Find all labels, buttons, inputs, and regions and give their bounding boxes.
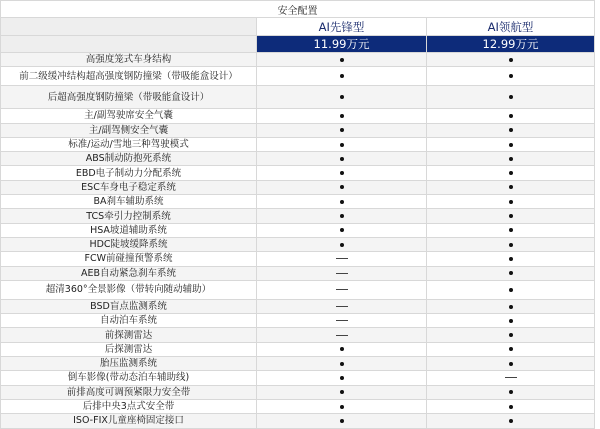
- table-row: [1, 180, 595, 194]
- feature-name: TCS牵引力控制系统: [1, 209, 257, 223]
- feature-name: EBD电子制动力分配系统: [1, 166, 257, 180]
- trim-1-availability: [257, 299, 427, 313]
- trim-1-availability: [257, 123, 427, 137]
- table-row: [1, 266, 595, 280]
- feature-name: ESC车身电子稳定系统: [1, 180, 257, 194]
- trim-2-availability: [427, 180, 595, 194]
- not-available-dash-icon: [336, 320, 348, 321]
- table-row: [1, 357, 595, 371]
- trim-2-availability: [427, 357, 595, 371]
- standard-dot-icon: [509, 305, 513, 309]
- standard-dot-icon: [340, 376, 344, 380]
- standard-dot-icon: [340, 243, 344, 247]
- standard-dot-icon: [509, 143, 513, 147]
- trim-2-availability: [427, 414, 595, 428]
- standard-dot-icon: [509, 419, 513, 423]
- trim-1-availability: [257, 252, 427, 266]
- standard-dot-icon: [509, 58, 513, 62]
- trim-1-availability: [257, 109, 427, 123]
- standard-dot-icon: [509, 200, 513, 204]
- trim-2-availability: [427, 109, 595, 123]
- trim-2-availability: [427, 399, 595, 413]
- standard-dot-icon: [509, 74, 513, 78]
- not-available-dash-icon: [336, 335, 348, 336]
- table-row: [1, 67, 595, 86]
- standard-dot-icon: [509, 128, 513, 132]
- standard-dot-icon: [509, 214, 513, 218]
- feature-name: 超清360°全景影像（带转向随动辅助）: [1, 280, 257, 299]
- trim-price-1: 11.99万元: [257, 36, 427, 53]
- not-available-dash-icon: [505, 377, 517, 378]
- feature-name: HDC陡坡缓降系统: [1, 237, 257, 251]
- standard-dot-icon: [340, 171, 344, 175]
- feature-name: 标准/运动/雪地三种驾驶模式: [1, 137, 257, 151]
- feature-name: HSA坡道辅助系统: [1, 223, 257, 237]
- standard-dot-icon: [509, 185, 513, 189]
- standard-dot-icon: [340, 347, 344, 351]
- standard-dot-icon: [340, 185, 344, 189]
- standard-dot-icon: [509, 228, 513, 232]
- feature-name: 前探测雷达: [1, 328, 257, 342]
- table-row: [1, 328, 595, 342]
- standard-dot-icon: [509, 271, 513, 275]
- feature-name: ISO-FIX儿童座椅固定接口: [1, 414, 257, 428]
- trim-2-availability: [427, 209, 595, 223]
- standard-dot-icon: [340, 214, 344, 218]
- table-row: [1, 342, 595, 356]
- table-row: [1, 109, 595, 123]
- standard-dot-icon: [509, 405, 513, 409]
- feature-name: 胎压监测系统: [1, 357, 257, 371]
- trim-2-availability: [427, 328, 595, 342]
- trim-2-availability: [427, 252, 595, 266]
- table-row: [1, 137, 595, 151]
- trim-name-1: AI先锋型: [257, 18, 427, 36]
- trim-1-availability: [257, 180, 427, 194]
- trim-1-availability: [257, 195, 427, 209]
- table-row: [1, 223, 595, 237]
- feature-name: ABS制动防抱死系统: [1, 152, 257, 166]
- trim-2-availability: [427, 266, 595, 280]
- trim-1-availability: [257, 266, 427, 280]
- trim-1-availability: [257, 53, 427, 67]
- not-available-dash-icon: [336, 258, 348, 259]
- trim-2-availability: [427, 280, 595, 299]
- standard-dot-icon: [509, 95, 513, 99]
- standard-dot-icon: [340, 95, 344, 99]
- trim-2-availability: [427, 342, 595, 356]
- trim-1-availability: [257, 280, 427, 299]
- trim-2-availability: [427, 314, 595, 328]
- trim-2-availability: [427, 166, 595, 180]
- not-available-dash-icon: [336, 273, 348, 274]
- table-row: [1, 195, 595, 209]
- feature-name: 倒车影像(带动态泊车辅助线): [1, 371, 257, 385]
- table-row: [1, 371, 595, 385]
- feature-name: 后排中央3点式安全带: [1, 399, 257, 413]
- trim-2-availability: [427, 53, 595, 67]
- feature-name: FCW前碰撞预警系统: [1, 252, 257, 266]
- trim-2-availability: [427, 123, 595, 137]
- table-row: [1, 299, 595, 313]
- feature-name: 高强度笼式车身结构: [1, 53, 257, 67]
- feature-name: BSD盲点监测系统: [1, 299, 257, 313]
- table-row: [1, 86, 595, 109]
- trim-2-availability: [427, 299, 595, 313]
- trim-2-availability: [427, 137, 595, 151]
- standard-dot-icon: [340, 74, 344, 78]
- standard-dot-icon: [340, 362, 344, 366]
- title-row: [1, 1, 595, 18]
- standard-dot-icon: [340, 157, 344, 161]
- standard-dot-icon: [340, 114, 344, 118]
- table-row: [1, 166, 595, 180]
- price-row: [1, 36, 595, 53]
- standard-dot-icon: [509, 333, 513, 337]
- table-title: 安全配置: [1, 1, 595, 18]
- trim-1-availability: [257, 357, 427, 371]
- trim-2-availability: [427, 223, 595, 237]
- standard-dot-icon: [340, 228, 344, 232]
- header-blank-cell: [1, 18, 257, 36]
- trim-1-availability: [257, 152, 427, 166]
- table-row: [1, 414, 595, 428]
- standard-dot-icon: [509, 243, 513, 247]
- trim-2-availability: [427, 67, 595, 86]
- feature-name: BA刹车辅助系统: [1, 195, 257, 209]
- feature-name: 前二级缓冲结构超高强度钢防撞梁（带吸能盒设计）: [1, 67, 257, 86]
- table-row: [1, 385, 595, 399]
- trim-1-availability: [257, 399, 427, 413]
- trim-1-availability: [257, 371, 427, 385]
- standard-dot-icon: [509, 257, 513, 261]
- price-blank-cell: [1, 36, 257, 53]
- standard-dot-icon: [509, 347, 513, 351]
- feature-name: 前排高度可调预紧限力安全带: [1, 385, 257, 399]
- standard-dot-icon: [340, 58, 344, 62]
- trim-1-availability: [257, 414, 427, 428]
- standard-dot-icon: [509, 157, 513, 161]
- feature-name: 主/副驾侧安全气囊: [1, 123, 257, 137]
- table-row: [1, 252, 595, 266]
- table-row: [1, 237, 595, 251]
- feature-name: AEB自动紧急刹车系统: [1, 266, 257, 280]
- table-row: [1, 152, 595, 166]
- feature-name: 后探测雷达: [1, 342, 257, 356]
- table-row: [1, 399, 595, 413]
- trim-1-availability: [257, 67, 427, 86]
- trim-1-availability: [257, 342, 427, 356]
- trim-1-availability: [257, 166, 427, 180]
- trim-2-availability: [427, 237, 595, 251]
- trim-2-availability: [427, 195, 595, 209]
- table-row: [1, 123, 595, 137]
- trim-1-availability: [257, 209, 427, 223]
- trim-1-availability: [257, 328, 427, 342]
- standard-dot-icon: [340, 143, 344, 147]
- standard-dot-icon: [509, 390, 513, 394]
- standard-dot-icon: [509, 114, 513, 118]
- trim-2-availability: [427, 385, 595, 399]
- trim-1-availability: [257, 385, 427, 399]
- trim-1-availability: [257, 237, 427, 251]
- standard-dot-icon: [340, 128, 344, 132]
- trim-2-availability: [427, 86, 595, 109]
- trim-1-availability: [257, 86, 427, 109]
- standard-dot-icon: [509, 319, 513, 323]
- not-available-dash-icon: [336, 289, 348, 290]
- feature-name: 后超高强度钢防撞梁（带吸能盒设计）: [1, 86, 257, 109]
- standard-dot-icon: [509, 288, 513, 292]
- table-row: [1, 280, 595, 299]
- trim-2-availability: [427, 152, 595, 166]
- trim-2-availability: [427, 371, 595, 385]
- trim-1-availability: [257, 223, 427, 237]
- trim-1-availability: [257, 137, 427, 151]
- standard-dot-icon: [340, 405, 344, 409]
- standard-dot-icon: [509, 362, 513, 366]
- standard-dot-icon: [509, 171, 513, 175]
- trim-price-2: 12.99万元: [427, 36, 595, 53]
- table-row: [1, 209, 595, 223]
- not-available-dash-icon: [336, 306, 348, 307]
- standard-dot-icon: [340, 200, 344, 204]
- table-row: [1, 53, 595, 67]
- standard-dot-icon: [340, 390, 344, 394]
- feature-name: 自动泊车系统: [1, 314, 257, 328]
- table-row: [1, 314, 595, 328]
- standard-dot-icon: [340, 419, 344, 423]
- feature-name: 主/副驾驶席安全气囊: [1, 109, 257, 123]
- trim-name-2: AI领航型: [427, 18, 595, 36]
- trim-name-row: [1, 18, 595, 36]
- trim-1-availability: [257, 314, 427, 328]
